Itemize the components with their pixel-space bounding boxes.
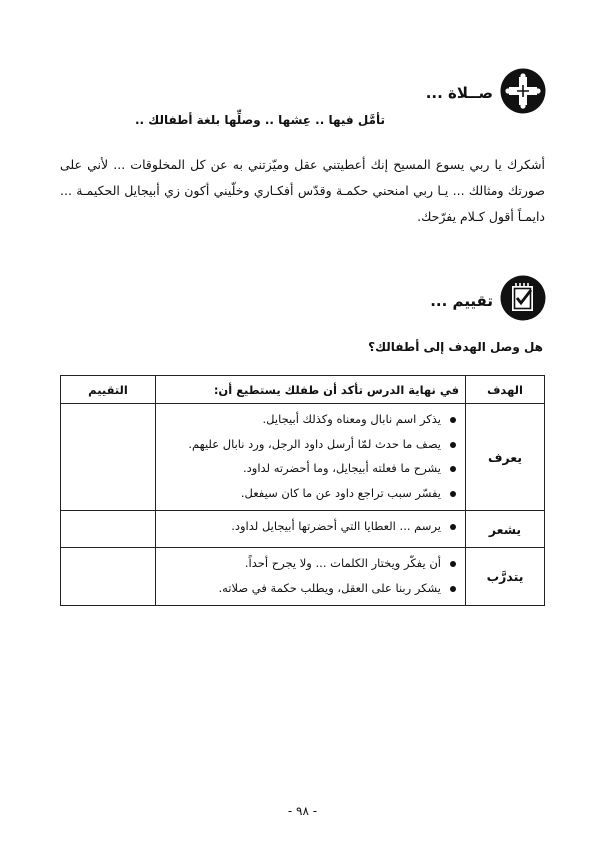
list-item: يذكر اسم نابال ومعناه وكذلك أبيجايل. xyxy=(160,407,441,432)
header-evaluation: التقييم xyxy=(61,376,156,404)
list-item: يصف ما حدث لمّا أرسل داود الرجل، ورد نابال عليهم. xyxy=(160,432,441,457)
table-row-train xyxy=(61,548,545,606)
evaluation-cell-feel xyxy=(61,511,156,548)
list-item: يرسم ... العطايا التي أحضرتها أبيجايل لداود. xyxy=(160,514,441,539)
list-item: يفسّر سبب تراجع داود عن ما كان سيفعل. xyxy=(160,481,441,506)
prayer-title: صــلاة ... xyxy=(425,84,493,102)
goal-train-items xyxy=(156,548,466,606)
list-item: أن يفكّر ويختار الكلمات ... ولا يجرح أحداً. xyxy=(160,551,441,576)
cross-badge-icon xyxy=(500,68,546,114)
list-item: يشكر ربنا على العقل، ويطلب حكمة في صلاته. xyxy=(160,576,441,601)
evaluation-cell-train xyxy=(61,548,156,606)
goal-feel: يشعر xyxy=(466,511,545,548)
evaluation-question: هل وصل الهدف إلى أطفالك؟ xyxy=(368,340,543,354)
header-goal: الهدف xyxy=(466,376,545,404)
list-item: يشرح ما فعلته أبيجايل، وما أحضرته لداود. xyxy=(160,456,441,481)
table-header-row xyxy=(61,376,545,404)
goal-train: يتدرَّب xyxy=(466,548,545,606)
goal-feel-items xyxy=(156,511,466,548)
goal-know: يعرف xyxy=(466,404,545,511)
evaluation-title: تقييم ... xyxy=(430,292,493,310)
evaluation-cell-know xyxy=(61,404,156,511)
goal-know-items xyxy=(156,404,466,511)
checklist-badge-icon xyxy=(500,275,546,321)
header-content: في نهاية الدرس تأكد أن طفلك يستطيع أن: xyxy=(156,376,466,404)
prayer-text: أشكرك يا ربي يسوع المسيح إنك أعطيتني عقل وميّزتني به عن كل المخلوقات ... لأني على صورتك ومثالك ... يـا ربي امنحني حكمـة وقدّس أفكـاري وخلّيني أكون زي أبيجايل الحكيمـة ... دايمـاً أقول كـلام يفرّحك. xyxy=(60,157,545,224)
table-row-know xyxy=(61,404,545,511)
goals-table xyxy=(60,375,545,606)
page-number: - ٩٨ - xyxy=(287,804,318,818)
table-row-feel xyxy=(61,511,545,548)
prayer-subtitle: تأمَّل فيها .. عِشها .. وصلِّها بلغة أطفالك .. xyxy=(134,113,385,127)
